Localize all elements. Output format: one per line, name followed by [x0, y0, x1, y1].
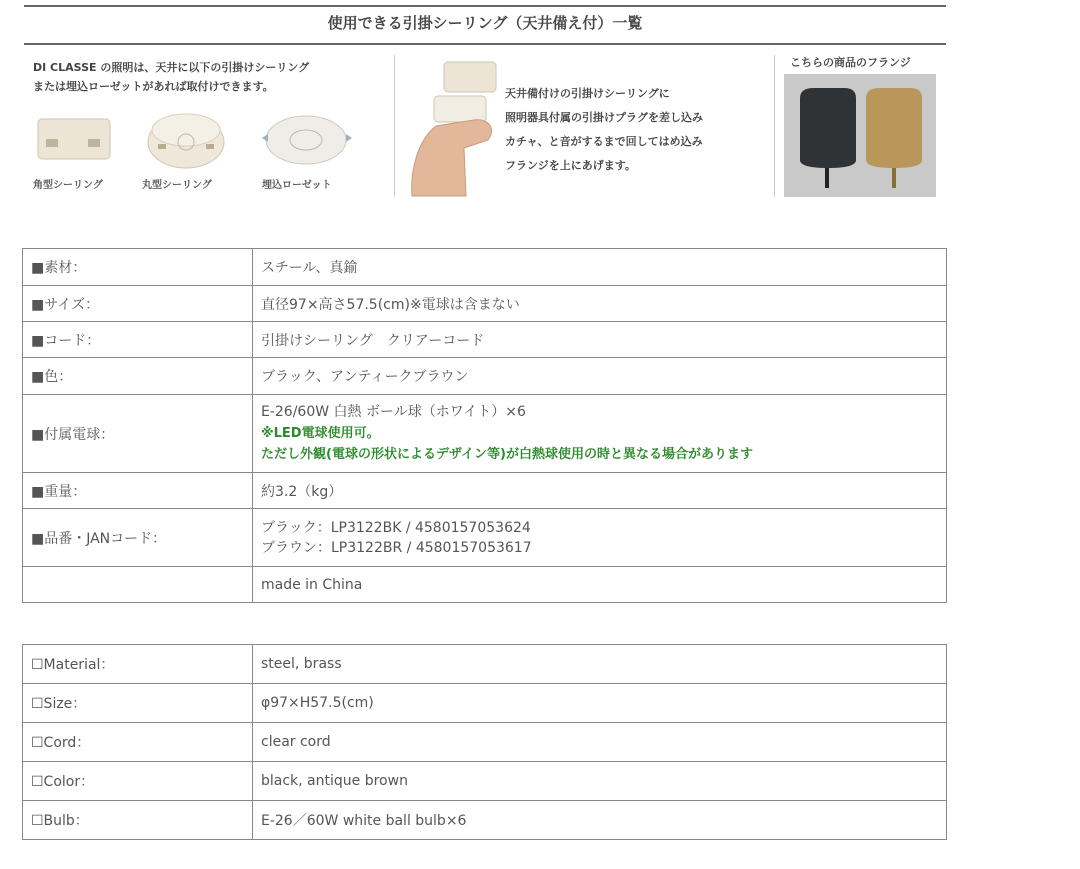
install-line: フランジを上にあげます。: [505, 159, 636, 172]
spec-table-en: [22, 644, 947, 840]
square-ceiling-image: [36, 113, 116, 163]
spec-key: ■コード：: [23, 322, 253, 358]
spec-value: スチール、真鍮: [253, 249, 947, 286]
spec-key: ■品番・JANコード：: [23, 509, 253, 567]
spec-value: E-26／60W white ball bulb×6: [253, 801, 947, 840]
spec-row-material: [23, 249, 947, 286]
flange-image: [784, 74, 936, 197]
spec-key: ☐Cord：: [23, 723, 253, 762]
install-line: 照明器具付属の引掛けプラグを差し込み: [505, 111, 703, 124]
spec-value: 約3.2（kg）: [253, 473, 947, 509]
square-ceiling-caption: 角型シーリング: [33, 180, 103, 191]
spec-value: made in China: [253, 567, 947, 603]
jan-line: ブラウン：LP3122BR / 4580157053617: [261, 539, 532, 556]
spec-row-cord: [23, 723, 947, 762]
spec-table-jp: [22, 248, 947, 603]
spec-value: ブラック、アンティークブラウン: [253, 358, 947, 395]
spec-key: ☐Material：: [23, 645, 253, 684]
flange-title: こちらの商品のフランジ: [790, 56, 911, 69]
led-note: ※LED電球使用可。: [261, 426, 380, 441]
spec-key: ■重量：: [23, 473, 253, 509]
spec-value: 直径97×高さ57.5(cm)※電球は含まない: [253, 286, 947, 322]
header-bottom-rule: [24, 43, 946, 45]
round-ceiling-image: [146, 104, 228, 170]
spec-value: steel, brass: [253, 645, 947, 684]
install-line: カチャ、と音がするまで回してはめ込み: [505, 135, 703, 148]
spec-row-size: [23, 684, 947, 723]
spec-row-bulb: [23, 395, 947, 473]
spec-value: [253, 395, 947, 473]
spec-row-material: [23, 645, 947, 684]
spec-value: clear cord: [253, 723, 947, 762]
install-line: 天井備付けの引掛けシーリングに: [505, 87, 670, 100]
section-divider: [394, 55, 395, 197]
install-instructions: [505, 82, 775, 178]
spec-key: ■サイズ：: [23, 286, 253, 322]
led-caveat: ただし外観(電球の形状によるデザイン等)が白熱球使用の時と異なる場合があります: [261, 447, 753, 462]
spec-key: ■付属電球：: [23, 395, 253, 473]
spec-key: ■色：: [23, 358, 253, 395]
spec-row-origin: [23, 567, 947, 603]
section-divider: [774, 55, 775, 197]
spec-row-jan: [23, 509, 947, 567]
spec-row-color: [23, 358, 947, 395]
spec-row-size: [23, 286, 947, 322]
spec-row-color: [23, 762, 947, 801]
spec-value: φ97×H57.5(cm): [253, 684, 947, 723]
spec-key: ■素材：: [23, 249, 253, 286]
embedded-rosette-image: [258, 108, 358, 168]
spec-row-cord: [23, 322, 947, 358]
intro-line: DI CLASSE の照明は、天井に以下の引掛けシーリング: [33, 61, 310, 74]
spec-row-bulb: [23, 801, 947, 840]
spec-key: ☐Size：: [23, 684, 253, 723]
spec-key: ☐Color：: [23, 762, 253, 801]
spec-value: [253, 509, 947, 567]
jan-line: ブラック：LP3122BK / 4580157053624: [261, 519, 531, 536]
spec-key: ☐Bulb：: [23, 801, 253, 840]
header-top-rule: [24, 5, 946, 7]
page-title: 使用できる引掛シーリング（天井備え付）一覧: [327, 14, 643, 32]
intro-line: または埋込ローゼットがあれば取付けできます。: [33, 80, 274, 93]
ceiling-intro: [33, 58, 383, 96]
bulb-line: E-26/60W 白熱 ボール球（ホワイト）×6: [261, 404, 526, 420]
install-hand-image: [404, 60, 504, 198]
round-ceiling-caption: 丸型シーリング: [142, 180, 212, 191]
spec-key: [23, 567, 253, 603]
spec-value: black, antique brown: [253, 762, 947, 801]
spec-row-weight: [23, 473, 947, 509]
embedded-rosette-caption: 埋込ローゼット: [262, 180, 332, 191]
spec-value: 引掛けシーリング クリアーコード: [253, 322, 947, 358]
